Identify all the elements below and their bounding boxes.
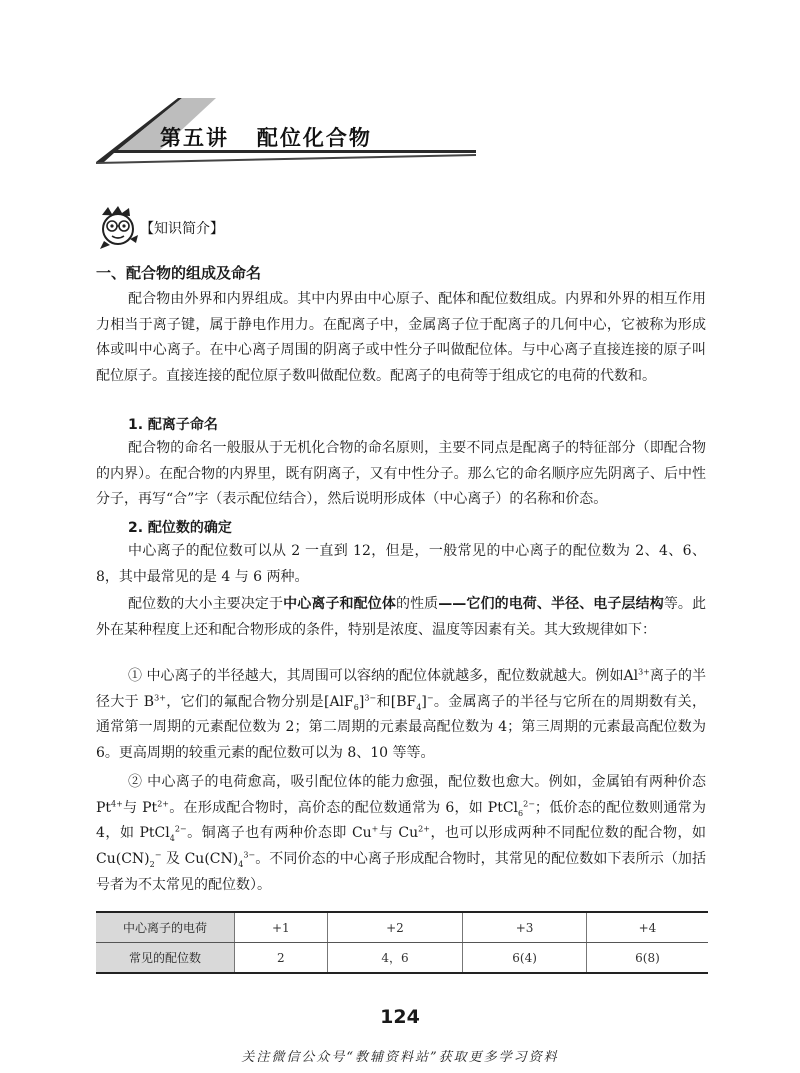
atom-count: 4 [238,859,244,869]
ion-charge: 2− [523,799,535,809]
table-cell: 6(8) [586,943,708,974]
ion-charge: 3− [243,850,256,860]
atom-count: 2 [149,859,155,869]
text-run: ① 中心离子的半径越大，其周围可以容纳的配位体就越多，配位数就越大。例如Al [128,668,639,684]
text-run: 离子的半径大于 B [96,668,706,710]
intro-paragraph: 配合物由外界和内界组成。其中内界由中心原子、配体和配位数组成。内界和外界的相互作用力相当于离子键，属于静电作用力。在配离子中，金属离子位于配离子的几何中心，它被称为形成体或叫中心离子。在中心离子周围的阴离子或中性分子叫做配位体。与中心离子直接连接的原子叫配位原子。直接连接的配位原子数叫做配位数。配离子的电荷等于组成它的电荷的代数和。 [96,291,706,385]
ion-charge: 3− [364,693,377,703]
ion-charge: − [154,850,162,860]
ion-charge: 2+ [157,799,169,809]
table-cell: +2 [327,912,463,943]
subsection-1-paragraph: 配合物的命名一般服从于无机化合物的命名原则，主要不同点是配离子的特征部分（即配合物的内界）。在配合物的内界里，既有阴离子，又有中性分子。那么它的命名顺序应先阴离子、后中性分子，再写“合”字（表示配位结合），然后说明形成体（中心离子）的名称和价态。 [96,440,706,508]
row-label: 常见的配位数 [96,943,235,974]
text-run: ，也可以形成两种不同配位数的配合物，如 Cu(CN) [96,825,707,868]
mascot-icon [96,205,142,251]
ion-charge: 2− [174,824,187,834]
subsection-2-title: 2. 配位数的确定 [128,520,232,536]
rule-2-paragraph [96,770,706,899]
subsection-1-title: 1. 配离子命名 [128,417,218,433]
ion-charge: 4+ [111,799,123,809]
text-run: 。金属离子的半径与它所在的周期数有关，通常第一周期的元素配位数为 2；第二周期的元素最高配位数为 4；第三周期的元素最高配位数为 6。更高周期的较重元素的配位数可以为 8、10 等等。 [96,693,707,762]
atom-count: 6 [518,808,524,818]
text-run: ，它们的氟配合物分别是[AlF [165,693,354,710]
table-cell: 4，6 [327,943,463,974]
text-run: 和[BF [376,693,417,710]
section-heading: 一、配合物的组成及命名 [96,264,262,282]
table-cell: +3 [463,912,587,943]
ion-charge: − [426,693,434,703]
text-run: 。铜离子也有两种价态即 Cu [186,825,372,842]
atom-count: 6 [353,702,359,712]
table-row [96,912,708,943]
ion-charge: 2+ [418,824,430,834]
ion-charge: + [371,824,379,834]
atom-count: 4 [416,702,422,712]
text-run: ] [358,693,365,710]
text-run: ；低价态的配位数则通常为 4，如 PtCl [96,799,707,842]
text-run: 与 Cu [378,825,419,842]
table-cell: 6(4) [463,943,587,974]
text-run: ② 中心离子的电荷愈高，吸引配位体的能力愈强，配位数也愈大。例如，金属铂有两种价态 Pt [96,774,706,816]
text-run: 等。此外在某种程度上还和配合物形成的条件，特别是浓度、温度等因素有关。其大致规律如下： [96,596,707,638]
text-run: 。不同价态的中心离子形成配合物时，其常见的配位数如下表所示（加括号者为不太常见的配位数）。 [96,851,707,893]
subsection-2-paragraph-2 [96,592,706,643]
footer-note: 关注微信公众号“教辅资料站”获取更多学习资料 [241,1050,559,1065]
emphasis-text: 中心离子和配位体 [283,596,396,612]
text-run: 配位数的大小主要决定于 [128,596,284,612]
emphasis-text: ——它们的电荷、半径、电子层结构 [438,596,664,612]
table-cell: +4 [586,912,708,943]
row-label: 中心离子的电荷 [96,912,235,943]
page-number: 124 [380,1006,420,1028]
text-run: 与 Pt [122,799,158,816]
ion-charge: 3+ [154,693,166,703]
table-row [96,943,708,974]
text-run: 的性质 [395,596,439,612]
rule-1-paragraph [96,664,706,767]
section-tag: 【知识简介】 [140,221,224,237]
ion-charge: 3+ [638,667,650,677]
atom-count: 4 [169,834,175,844]
subsection-2-paragraph-1: 中心离子的配位数可以从 2 一直到 12，但是，一般常见的中心离子的配位数为 2、4、6、8，其中最常见的是 4 与 6 两种。 [96,543,706,585]
text-run: 及 Cu(CN) [161,851,239,868]
table-cell: +1 [235,912,328,943]
table-cell: 2 [235,943,328,974]
text-run: 。在形成配合物时，高价态的配位数通常为 6，如 PtCl [168,799,519,816]
text-run: ] [421,693,427,710]
coordination-number-table [96,911,708,974]
chapter-title: 第五讲 配位化合物 [160,126,372,150]
